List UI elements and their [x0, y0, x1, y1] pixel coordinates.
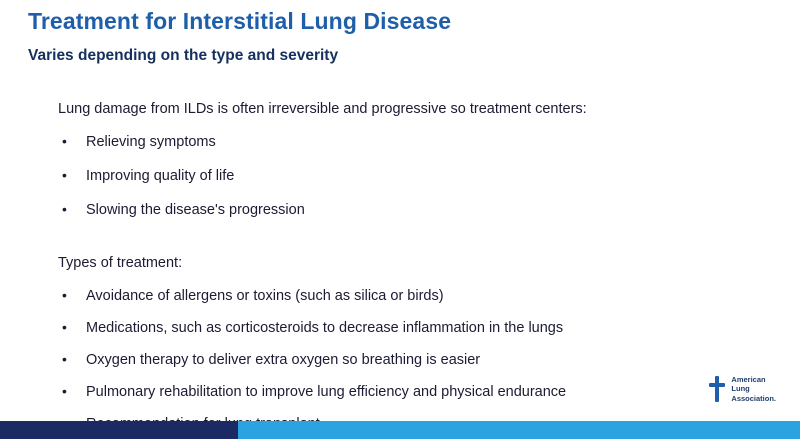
lead-paragraph-secondary: Types of treatment:	[58, 255, 183, 272]
logo-line-3: Association.	[731, 393, 776, 403]
bullet-list-secondary	[58, 287, 748, 433]
lead-paragraph: Lung damage from ILDs is often irreversible and progressive so treatment centers:	[58, 101, 587, 117]
list-item: • Relieving symptoms	[58, 133, 748, 152]
american-lung-association-logo	[709, 375, 776, 403]
logo-line-2: Lung	[731, 384, 750, 394]
list-item: • Pulmonary rehabilitation to improve lung efficiency and physical endurance	[58, 383, 748, 402]
list-item: • Slowing the disease's progression	[58, 201, 748, 220]
list-item: • Medications, such as corticosteroids to decrease inflammation in the lungs	[58, 319, 748, 338]
logo-text	[731, 375, 776, 403]
cross-icon	[709, 376, 725, 402]
section-spacer	[58, 234, 748, 254]
list-item: • Improving quality of life	[58, 167, 748, 186]
list-item: • Avoidance of allergens or toxins (such as silica or birds)	[58, 287, 748, 306]
footer-bar-dark-segment	[0, 421, 238, 439]
footer-bar-light-segment	[238, 421, 800, 439]
logo-line-1: American	[731, 374, 766, 384]
bullet-list-primary	[58, 133, 748, 220]
footer-bar	[0, 421, 800, 439]
slide-body	[58, 100, 748, 446]
list-item: • Oxygen therapy to deliver extra oxygen so breathing is easier	[58, 351, 748, 370]
page-title: Treatment for Interstitial Lung Disease	[28, 8, 452, 34]
page-subtitle: Varies depending on the type and severity	[28, 47, 339, 64]
